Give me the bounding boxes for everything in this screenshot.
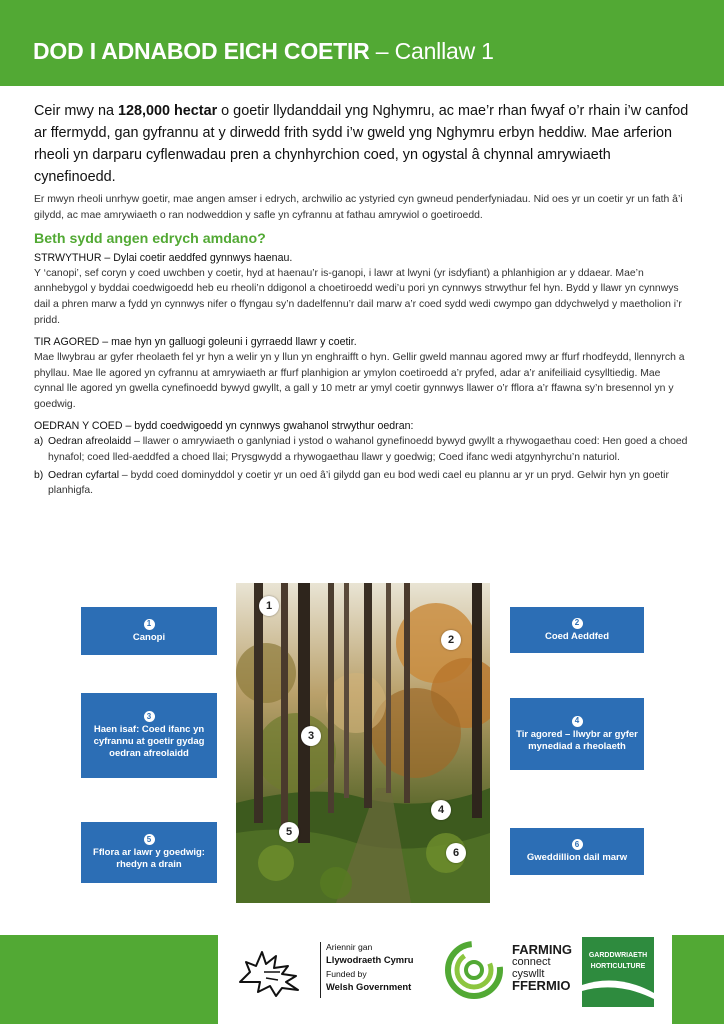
intro-paragraph: Ceir mwy na 128,000 hectar o goetir llydanddail yng Nghymru, ac mae’r rhan fwyaf o’r rhain i’w canfod ar ffermydd, gan gyfrannu at y dirwedd frith sydd i’w gweld yng Nghymru erbyn heddiw. Mae arferion rheoli yn darparu cyflenwadau pren a chynhyrchion coed, yn ogystal â chynnal amrywiaeth cynefinoedd. <box>34 103 689 185</box>
label-number: 2 <box>572 618 583 629</box>
title-guide-number: – Canllaw 1 <box>369 38 494 64</box>
open-ground-body: Mae llwybrau ar gyfer rheolaeth fel yr hyn a welir yn y llun yn enghraifft o hyn. Gellir gweld mannau agored mwy ar ffurf rhodfeydd, llennyrch a phyllau. Mae lle agored yn cyfrannu at amrywiaeth ar ffurf planhigion ar ymylon coetiroedd a’r pryfed, adar a’r anifeiliaid cysylltiedig. Mae cynnal lle agored yn gwella cynefinoedd bywyd gwyllt, a gall y 10 metr ar ymyl coetir gynnwys llawer o’r fflora a’r ffawna sy’n bresennol yn y goedwig. <box>34 351 685 411</box>
farming-connect-text: FARMING connect cyswllt FFERMIO <box>512 942 572 993</box>
horticulture-badge <box>582 937 654 1007</box>
structure-title: STRWYTHUR – Dylai coetir aeddfed gynnwys haenau. <box>34 251 293 264</box>
logo-divider <box>320 942 321 998</box>
footer-band-left <box>0 935 218 1024</box>
page-title <box>33 38 494 65</box>
age-title: OEDRAN Y COED – bydd coedwigoedd yn cynnwys gwahanol strwythur oedran: <box>34 419 414 432</box>
footer-band-right <box>672 935 724 1024</box>
label-text: Fflora ar lawr y goedwig: rhedyn a drain <box>93 847 205 870</box>
label-text: Haen isaf: Coed ifanc yn cyfrannu at goetir gydag oedran afreolaidd <box>93 724 205 759</box>
list-item: b) Oedran cyfartal – bydd coed dominyddol y coetir yr un oed â’i gilydd gan eu bod wedi cael eu plannu ar yr un pryd. Gelwir hyn yn goetir planhigfa. <box>34 469 669 497</box>
label-text: Coed Aeddfed <box>544 630 610 642</box>
government-credit: Ariennir gan Llywodraeth Cymru Funded by Welsh Government <box>326 942 414 992</box>
structure-body: Y ‘canopi’, sef coryn y coed uwchben y coetir, hyd at haenau’r is-ganopi, i lawr at lwyni (yr isdyfiant) a phlanhigion ar y ddaear. Mae’n annhebygol y byddai coedwigoedd heb eu rheoli’n ddigonol a choetiroedd wedi’u pori yn cynnwys strwythur fel hyn. Bydd y llawr yn cynnwys dail a phren marw a fydd yn cynnwys nifer o ffyngau sy’n dadelfennu’r dail marw a’r coed sydd wedi cwympo gan ddychwelyd y maetholion i’r pridd. <box>34 267 682 326</box>
label-open-ground <box>510 698 644 770</box>
header-bar <box>0 0 724 86</box>
farming-connect-logo <box>442 938 506 1002</box>
label-understorey <box>81 693 217 778</box>
list-item: a) Oedran afreolaidd – llawer o amrywiaeth o ganlyniad i ystod o wahanol gynefinoedd bywyd gwyllt a rhywogaethau coed: Hen goed a choed hynafol; coed lled-aeddfed a choed llai; Prysgwydd a rhywogaethau llawr y goedwig; Coed ifanc wedi atgynhyrchu’n naturiol. <box>34 435 688 463</box>
title-main: DOD I ADNABOD EICH COETIR <box>33 38 370 64</box>
label-mature-trees <box>510 607 644 653</box>
section-heading: Beth sydd angen edrych amdano? <box>34 230 266 247</box>
main-content <box>34 100 692 505</box>
label-canopy <box>81 607 217 655</box>
photo-marker-5: 5 <box>279 822 299 842</box>
label-text: Gweddillion dail marw <box>526 852 628 863</box>
age-section <box>34 419 692 499</box>
hectare-figure: 128,000 hectar <box>117 103 218 119</box>
open-ground-title: TIR AGORED – mae hyn yn galluogi goleuni i gyrraedd llawr y coetir. <box>34 335 357 348</box>
label-number: 5 <box>144 834 155 845</box>
label-dead-leaves <box>510 828 644 875</box>
label-text: Canopi <box>132 631 166 643</box>
welsh-dragon-logo <box>236 942 310 998</box>
label-number: 1 <box>144 619 155 630</box>
structure-section <box>34 251 692 329</box>
open-ground-section <box>34 335 692 413</box>
photo-marker-4: 4 <box>431 800 451 820</box>
intro-secondary: Er mwyn rheoli unrhyw goetir, mae angen amser i edrych, archwilio ac ystyried cyn gwneud penderfyniadau. Nid oes yr un coetir yr un fath â’i gilydd, ac mae amrywiaeth o ran nodweddion y safle yn cyfrannu at fathau amrywiol o goetiroedd. <box>34 194 683 221</box>
photo-marker-1: 1 <box>259 596 279 616</box>
label-text: Tir agored – llwybr ar gyfer mynediad a rheolaeth <box>516 728 638 752</box>
label-number: 4 <box>572 716 583 727</box>
label-number: 6 <box>572 839 583 850</box>
photo-marker-6: 6 <box>446 843 466 863</box>
label-ground-flora <box>81 822 217 883</box>
photo-marker-3: 3 <box>301 726 321 746</box>
horticulture-text: GARDDWRIAETH HORTICULTURE <box>588 952 648 970</box>
label-number: 3 <box>144 711 155 722</box>
photo-marker-2: 2 <box>441 630 461 650</box>
